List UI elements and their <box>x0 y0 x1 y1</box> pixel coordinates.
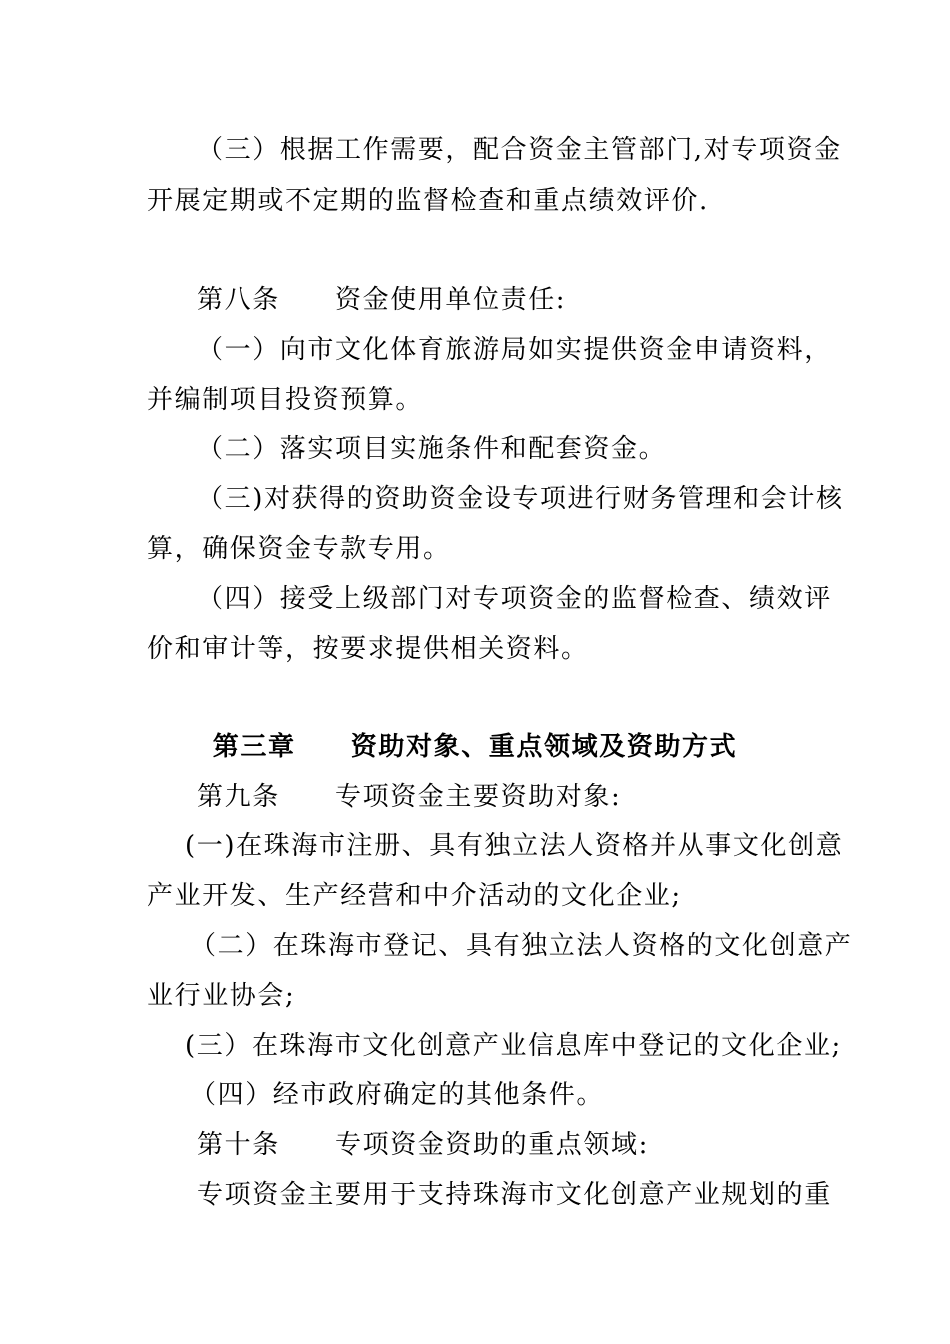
article-heading: 第十条 专项资金资助的重点领域: <box>197 1130 649 1160</box>
paragraph-line: (一)在珠海市注册、具有独立法人资格并从事文化创意 <box>185 831 844 861</box>
paragraph-line: 产业开发、生产经营和中介活动的文化企业; <box>147 881 682 911</box>
paragraph-line: 价和审计等，按要求提供相关资料。 <box>147 634 589 664</box>
article-heading: 第九条 专项资金主要资助对象: <box>197 782 622 812</box>
paragraph-line: 算，确保资金专款专用。 <box>147 534 451 564</box>
paragraph-line: (三）在珠海市文化创意产业信息库中登记的文化企业; <box>185 1031 842 1061</box>
article-heading: 第八条 资金使用单位责任: <box>197 285 567 315</box>
paragraph-line: （四）接受上级部门对专项资金的监督检查、绩效评 <box>197 584 832 614</box>
paragraph-line: 专项资金主要用于支持珠海市文化创意产业规划的重 <box>197 1180 832 1210</box>
chapter-heading: 第三章 资助对象、重点领域及资助方式 <box>212 732 738 762</box>
paragraph-line: 业行业协会; <box>147 981 296 1011</box>
paragraph-line: （三）根据工作需要，配合资金主管部门,对专项资金 <box>197 135 842 165</box>
paragraph-line: 并编制项目投资预算。 <box>147 385 424 415</box>
paragraph-line: （三)对获得的资助资金设专项进行财务管理和会计核 <box>197 484 844 514</box>
paragraph-line: （四）经市政府确定的其他条件。 <box>190 1080 605 1110</box>
paragraph-line: （一）向市文化体育旅游局如实提供资金申请资料， <box>197 335 832 365</box>
paragraph-line: 开展定期或不定期的监督检查和重点绩效评价. <box>147 186 709 216</box>
paragraph-line: （二）落实项目实施条件和配套资金。 <box>197 434 667 464</box>
paragraph-line: （二）在珠海市登记、具有独立法人资格的文化创意产 <box>190 931 853 961</box>
